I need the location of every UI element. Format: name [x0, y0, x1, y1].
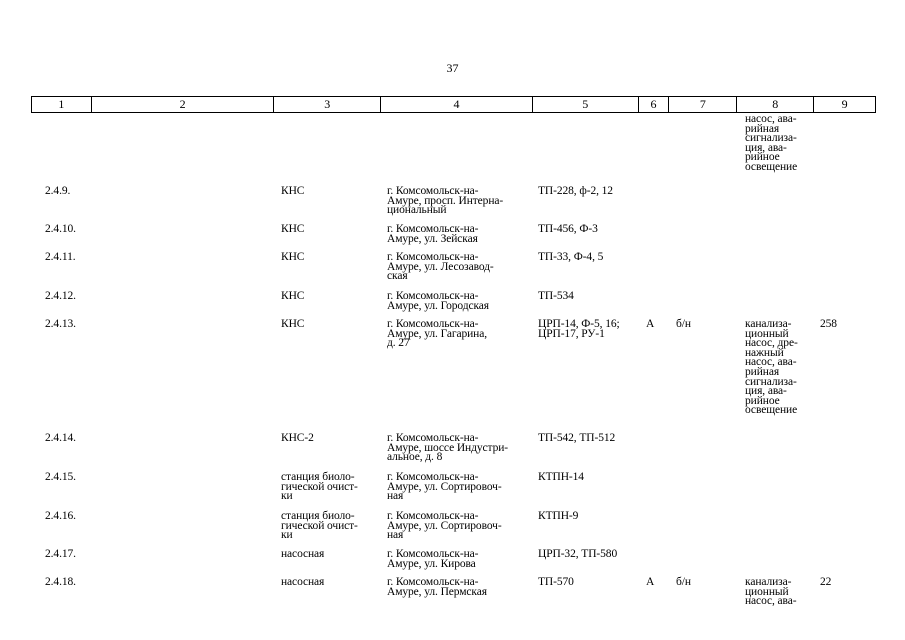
page-number: 37	[446, 61, 459, 75]
value: 258	[820, 318, 837, 330]
object-address: г. Комсомольск-на- Амуре, просп. Интерна- циональный	[387, 185, 504, 217]
row-number: 2.4.12.	[45, 290, 76, 302]
power-source: ТП-228, ф-2, 12	[538, 185, 613, 197]
object-name: КНС	[281, 223, 305, 235]
object-name: КНС	[281, 185, 305, 197]
object-address: г. Комсомольск-на- Амуре, ул. Пермская	[387, 576, 487, 598]
row-number: 2.4.10.	[45, 223, 76, 235]
object-name: станция биоло- гической очист- ки	[281, 471, 358, 503]
row-number: 2.4.15.	[45, 471, 76, 483]
object-name: станция биоло- гической очист- ки	[281, 510, 358, 542]
power-source: ТП-456, Ф-3	[538, 223, 598, 235]
object-address: г. Комсомольск-на- Амуре, шоссе Индустри- альное, д. 8	[387, 432, 509, 464]
row-number: 2.4.11.	[45, 251, 76, 263]
category: А	[646, 318, 655, 330]
header-col-3: 3	[274, 97, 381, 112]
object-address: г. Комсомольск-на- Амуре, ул. Сортировоч- ная	[387, 510, 502, 542]
object-address: г. Комсомольск-на- Амуре, ул. Городская	[387, 290, 489, 312]
header-col-7: 7	[669, 97, 737, 112]
header-col-5: 5	[533, 97, 639, 112]
equipment: канализа- ционный насос, ава-	[745, 576, 797, 608]
power-source: КТПН-14	[538, 471, 584, 483]
power-source: ТП-534	[538, 290, 574, 302]
category: А	[646, 576, 655, 588]
power-source: ТП-570	[538, 576, 574, 588]
reg-number: б/н	[676, 318, 691, 330]
equipment: канализа- ционный насос, дре- нажный насос, ава- рийная сигнализа- ция, ава- рийное освещение	[745, 318, 798, 417]
object-address: г. Комсомольск-на- Амуре, ул. Зейская	[387, 223, 479, 245]
row-number: 2.4.9.	[45, 185, 71, 197]
header-col-4: 4	[381, 97, 533, 112]
object-name: КНС	[281, 251, 305, 263]
row-number: 2.4.14.	[45, 432, 76, 444]
header-col-8: 8	[737, 97, 814, 112]
continuation-equipment: насос, ава- рийная сигнализа- ция, ава- рийное освещение	[745, 113, 798, 173]
object-name: КНС	[281, 318, 305, 330]
object-address: г. Комсомольск-на- Амуре, ул. Лесозавод- ская	[387, 251, 494, 283]
power-source: ЦРП-14, Ф-5, 16; ЦРП-17, РУ-1	[538, 318, 620, 340]
object-name: КНС-2	[281, 432, 314, 444]
row-number: 2.4.16.	[45, 510, 76, 522]
object-address: г. Комсомольск-на- Амуре, ул. Гагарина, д. 27	[387, 318, 487, 350]
power-source: ЦРП-32, ТП-580	[538, 548, 618, 560]
object-name: насосная	[281, 576, 325, 588]
power-source: ТП-542, ТП-512	[538, 432, 616, 444]
power-source: КТПН-9	[538, 510, 579, 522]
row-number: 2.4.13.	[45, 318, 76, 330]
row-number: 2.4.17.	[45, 548, 76, 560]
header-col-1: 1	[32, 97, 92, 112]
header-col-2: 2	[92, 97, 275, 112]
header-col-9: 9	[841, 97, 848, 111]
object-address: г. Комсомольск-на- Амуре, ул. Сортировоч- ная	[387, 471, 502, 503]
object-name: КНС	[281, 290, 305, 302]
power-source: ТП-33, Ф-4, 5	[538, 251, 604, 263]
object-address: г. Комсомольск-на- Амуре, ул. Кирова	[387, 548, 479, 570]
table-header	[31, 96, 876, 113]
reg-number: б/н	[676, 576, 691, 588]
object-name: насосная	[281, 548, 325, 560]
value: 22	[820, 576, 832, 588]
header-col-6: 6	[639, 97, 670, 112]
row-number: 2.4.18.	[45, 576, 76, 588]
